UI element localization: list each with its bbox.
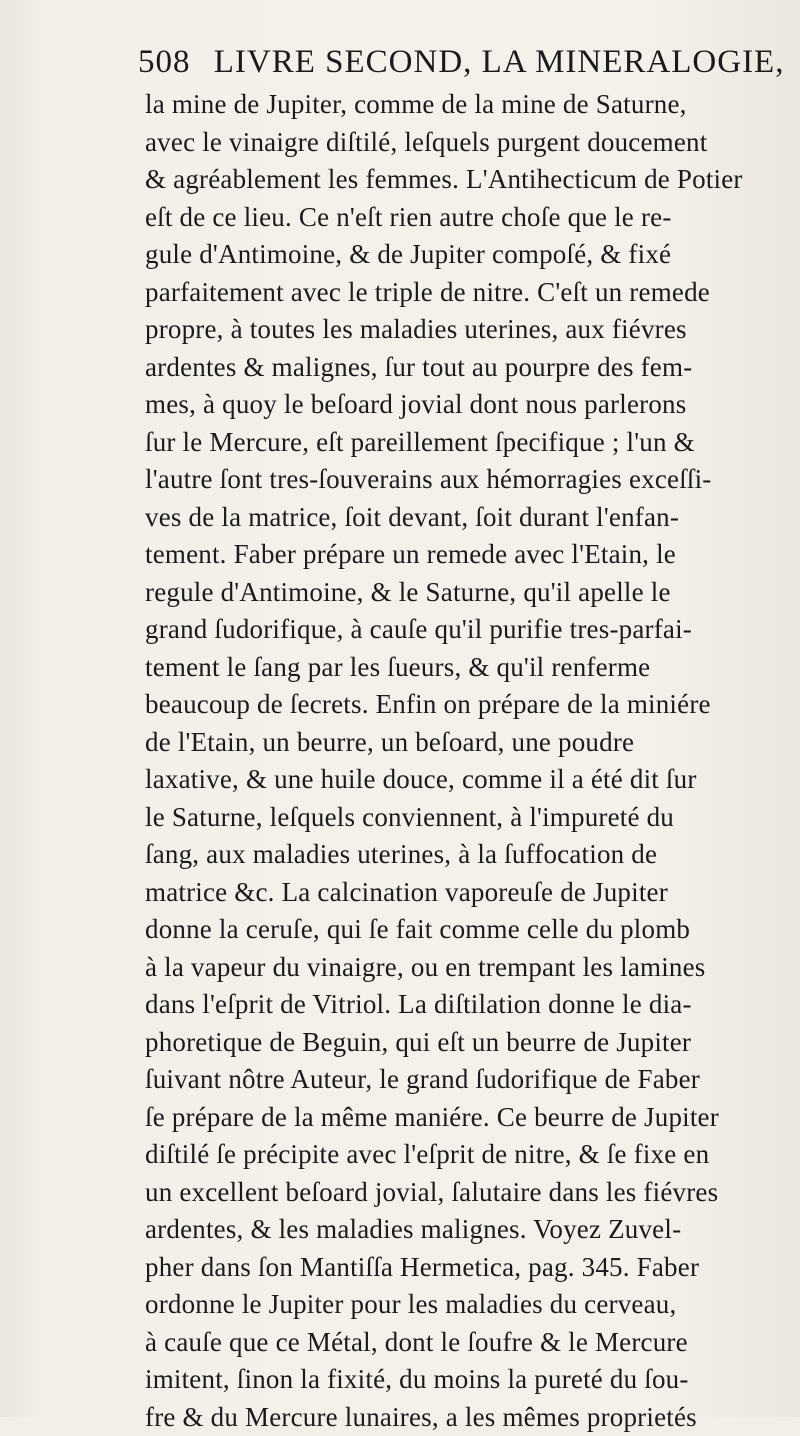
running-head: LIVRE SECOND, LA MINERALOGIE, — [214, 44, 785, 81]
text-line: tement. Faber prépare un remede avec l'Etain, le — [145, 536, 795, 574]
text-line: laxative, & une huile douce, comme il a été dit ſur — [145, 761, 795, 799]
text-line: pher dans ſon Mantiſſa Hermetica, pag. 345. Faber — [145, 1249, 795, 1287]
text-line: donne la ceruſe, qui ſe fait comme celle du plomb — [145, 911, 795, 949]
text-line: la mine de Jupiter, comme de la mine de Saturne, — [145, 86, 795, 124]
body-text — [145, 86, 795, 1436]
text-line: mes, à quoy le beſoard jovial dont nous parlerons — [145, 386, 795, 424]
text-line: ardentes, & les maladies malignes. Voyez Zuvel- — [145, 1211, 795, 1249]
text-line: ves de la matrice, ſoit devant, ſoit durant l'enfan- — [145, 499, 795, 537]
text-line: avec le vinaigre diſtilé, leſquels purgent doucement — [145, 124, 795, 162]
text-line: ordonne le Jupiter pour les maladies du cerveau, — [145, 1286, 795, 1324]
text-line: dans l'eſprit de Vitriol. La diſtilation donne le dia- — [145, 986, 795, 1024]
text-line: matrice &c. La calcination vaporeuſe de Jupiter — [145, 874, 795, 912]
text-line: à la vapeur du vinaigre, ou en trempant les lamines — [145, 949, 795, 987]
text-line: ſuivant nôtre Auteur, le grand ſudorifique de Faber — [145, 1061, 795, 1099]
text-line: propre, à toutes les maladies uterines, aux fiévres — [145, 311, 795, 349]
text-line: ſur le Mercure, eſt pareillement ſpecifique ; l'un & — [145, 424, 795, 462]
text-line: ardentes & malignes, ſur tout au pourpre des fem- — [145, 349, 795, 387]
text-line: regule d'Antimoine, & le Saturne, qu'il apelle le — [145, 574, 795, 612]
text-line: à cauſe que ce Métal, dont le ſoufre & le Mercure — [145, 1324, 795, 1362]
text-line: parfaitement avec le triple de nitre. C'eſt un remede — [145, 274, 795, 312]
text-line: fre & du Mercure lunaires, a les mêmes proprietés — [145, 1399, 795, 1436]
text-line: un excellent beſoard jovial, ſalutaire dans les fiévres — [145, 1174, 795, 1212]
text-line: & agréablement les femmes. L'Antihecticum de Potier — [145, 161, 795, 199]
text-line: eſt de ce lieu. Ce n'eſt rien autre choſe que le re- — [145, 199, 795, 237]
text-line: phoretique de Beguin, qui eſt un beurre de Jupiter — [145, 1024, 795, 1062]
text-line: tement le ſang par les ſueurs, & qu'il renferme — [145, 649, 795, 687]
text-line: de l'Etain, un beurre, un beſoard, une poudre — [145, 724, 795, 762]
text-line: grand ſudorifique, à cauſe qu'il purifie tres-parfai- — [145, 611, 795, 649]
text-line: le Saturne, leſquels conviennent, à l'impureté du — [145, 799, 795, 837]
text-line: gule d'Antimoine, & de Jupiter compoſé, & fixé — [145, 236, 795, 274]
text-line: ſe prépare de la même maniére. Ce beurre de Jupiter — [145, 1099, 795, 1137]
page-number: 508 — [138, 44, 191, 81]
text-line: ſang, aux maladies uterines, à la ſuffocation de — [145, 836, 795, 874]
text-line: diſtilé ſe précipite avec l'eſprit de nitre, & ſe fixe en — [145, 1136, 795, 1174]
text-line: imitent, ſinon la fixité, du moins la pureté du ſou- — [145, 1361, 795, 1399]
text-line: beaucoup de ſecrets. Enfin on prépare de la miniére — [145, 686, 795, 724]
text-line: l'autre ſont tres-ſouverains aux hémorragies exceſſi- — [145, 461, 795, 499]
